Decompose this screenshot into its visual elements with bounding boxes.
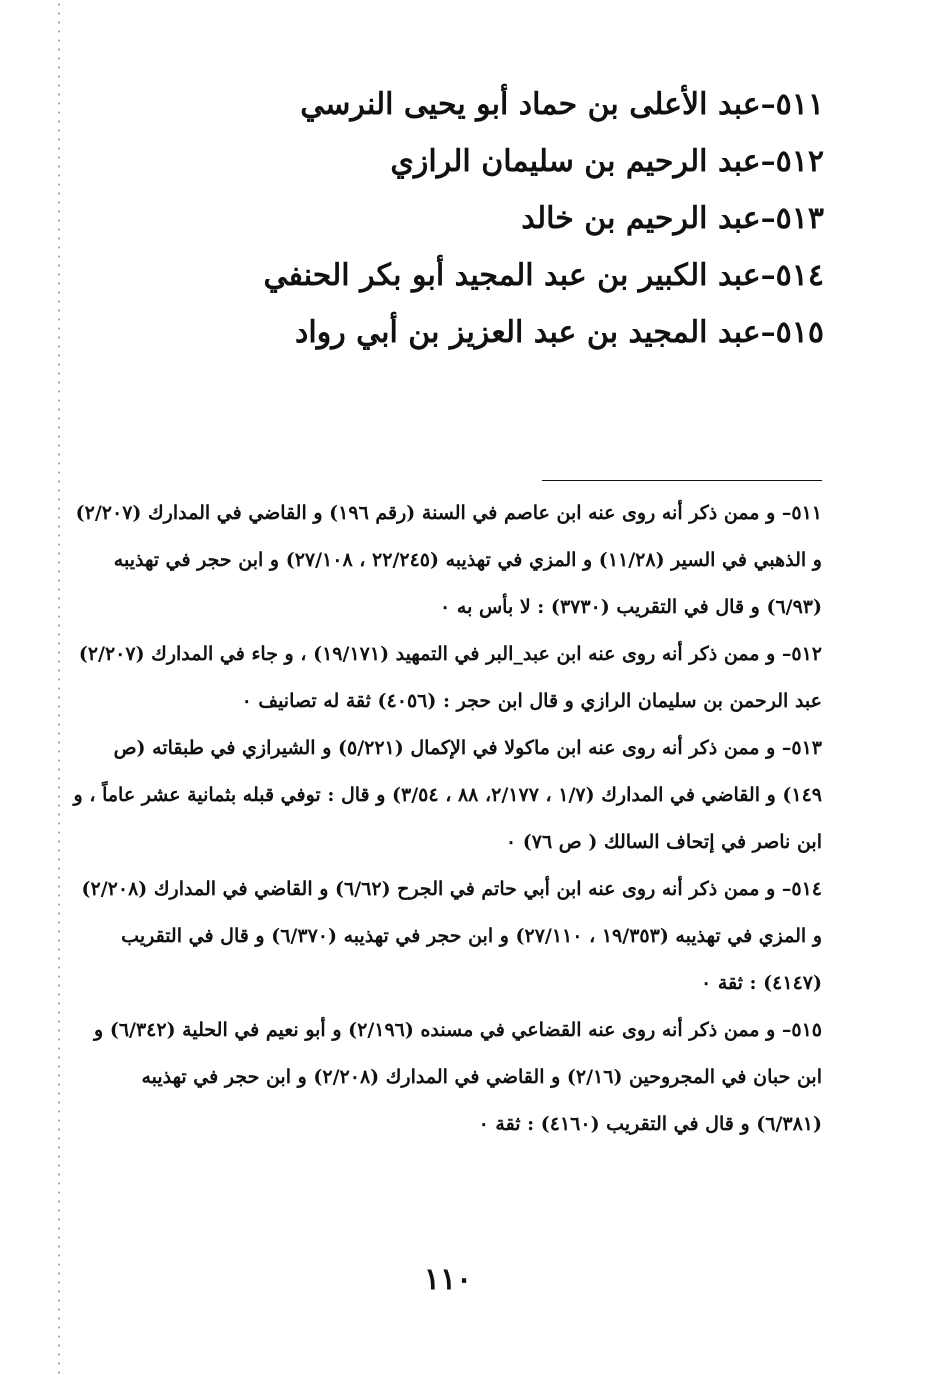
entry-heading-514: ٥١٤–عبد الكبير بن عبد المجيد أبو بكر الحنفي: [263, 258, 824, 293]
footnote-515: ٥١٥– و ممن ذكر أنه روى عنه القضاعي في مسنده (٢/١٩٦) و أبو نعيم في الحلية (٦/٣٤٢) و ابن حبان في المجروحين (٢/١٦) و القاضي في المدارك (٢/٢٠٨) و ابن حجر في تهذيبه (٦/٣٨١) و قال في التقريب (٤١٦٠) : ثقة ٠: [94, 1019, 822, 1135]
entry-heading-515: ٥١٥–عبد المجيد بن عبد العزيز بن أبي رواد: [295, 315, 824, 350]
footnote-514: ٥١٤– و ممن ذكر أنه روى عنه ابن أبي حاتم في الجرح (٦/٦٢) و القاضي في المدارك (٢/٢٠٨) و المزي في تهذيبه (١٩/٣٥٣ ، ٢٧/١١٠) و ابن حجر في تهذيبه (٦/٣٧٠) و قال في التقريب (٤١٤٧) : ثقة ٠: [81, 878, 822, 994]
entry-heading-513: ٥١٣–عبد الرحيم بن خالد: [521, 201, 824, 236]
entry-heading-512: ٥١٢–عبد الرحيم بن سليمان الرازي: [390, 144, 824, 179]
footnote-511: ٥١١– و ممن ذكر أنه روى عنه ابن عاصم في السنة (رقم ١٩٦) و القاضي في المدارك (٢/٢٠٧) و الذهبي في السير (١١/٢٨) و المزي في تهذيبه (٢٢/٢٤٥ ، ٢٧/١٠٨) و ابن حجر في تهذيبه (٦/٩٣) و قال في التقريب (٣٧٣٠) : لا بأس به ٠: [75, 502, 822, 618]
binding-edge-dots: [58, 0, 60, 1375]
entry-heading-511: ٥١١–عبد الأعلى بن حماد أبو يحيى النرسي: [300, 87, 824, 122]
entry-headings: [124, 76, 824, 361]
footnote-513: ٥١٣– و ممن ذكر أنه روى عنه ابن ماكولا في الإكمال (٥/٢٢١) و الشيرازي في طبقاته (ص ١٤٩) و القاضي في المدارك (١/٧ ، ٢/١٧٧، ٨٨ ، ٣/٥٤) و قال : توفي قبله بثمانية عشر عاماً ، و ابن ناصر في إتحاف السالك ( ص ٧٦) ٠: [73, 737, 822, 853]
footnote-separator-rule: [542, 480, 822, 481]
footnotes: [72, 490, 822, 1148]
footnote-512: ٥١٢– و ممن ذكر أنه روى عنه ابن عبد_البر في التمهيد (١٩/١٧١) ، و جاء في المدارك (٢/٢٠٧) عبد الرحمن بن سليمان الرازي و قال ابن حجر : (٤٠٥٦) ثقة له تصانيف ٠: [78, 643, 822, 712]
page-number: ١١٠: [423, 1262, 473, 1297]
